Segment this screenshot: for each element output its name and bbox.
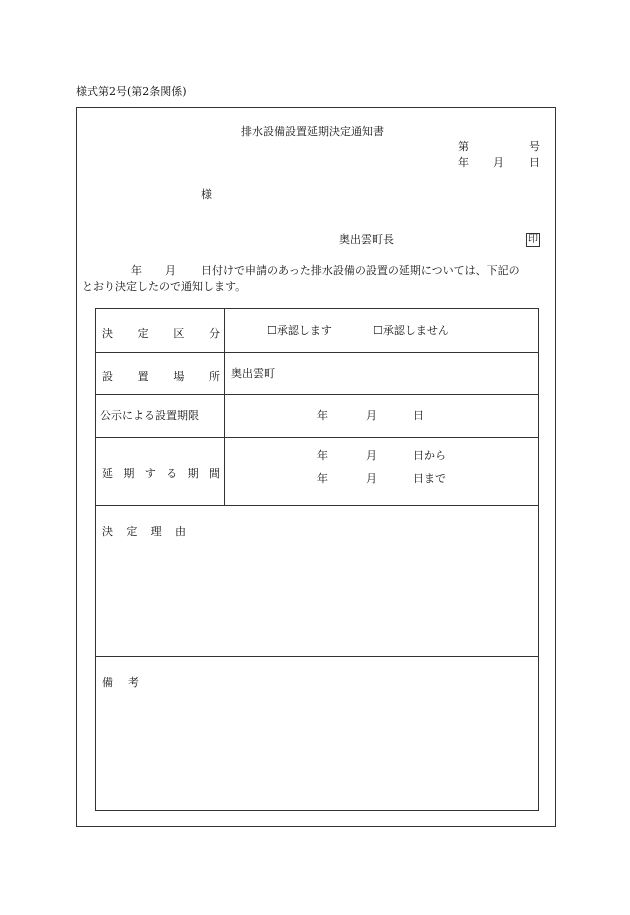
date-month: 月 [493,156,504,169]
number-dai: 第 [458,140,469,153]
deadline-year: 年 [317,409,328,422]
seal-mark: 印 [528,234,538,245]
deadline-day: 日 [413,409,424,422]
date-day: 日 [529,156,540,169]
period-to-year: 年 [317,472,328,485]
form-table [95,308,539,811]
decision-label: 決 定 区 分 [102,327,220,340]
date-year: 年 [458,156,469,169]
issuer-name: 奥出雲町長 [339,233,394,246]
period-to-month: 月 [366,472,377,485]
form-number: 様式第2号(第2条関係) [76,85,187,98]
body-text-line2: とおり決定したので通知します。 [82,280,247,293]
deadline-label: 公示による設置期限 [100,409,199,422]
reject-checkbox[interactable]: ☐承認しません [373,324,449,337]
period-label: 延 期 す る 期 間 [102,467,220,480]
number-go: 号 [529,140,540,153]
body-text-line1: 日付けで申請のあった排水設備の設置の延期については、下記の [201,264,520,277]
body-year: 年 [131,264,142,277]
location-label: 設 置 場 所 [102,370,220,383]
location-value: 奥出雲町 [231,367,275,380]
period-from-year: 年 [317,449,328,462]
deadline-month: 月 [366,409,377,422]
addressee-suffix: 様 [201,188,212,201]
period-to-day: 日まで [413,472,446,485]
period-from-day: 日から [413,449,446,462]
document-title: 排水設備設置延期決定通知書 [241,125,384,138]
period-from-month: 月 [366,449,377,462]
reason-label: 決 定 理 由 [102,525,186,538]
remarks-label: 備 考 [102,676,139,689]
body-month: 月 [165,264,176,277]
approve-checkbox[interactable]: ☐承認します [267,324,332,337]
